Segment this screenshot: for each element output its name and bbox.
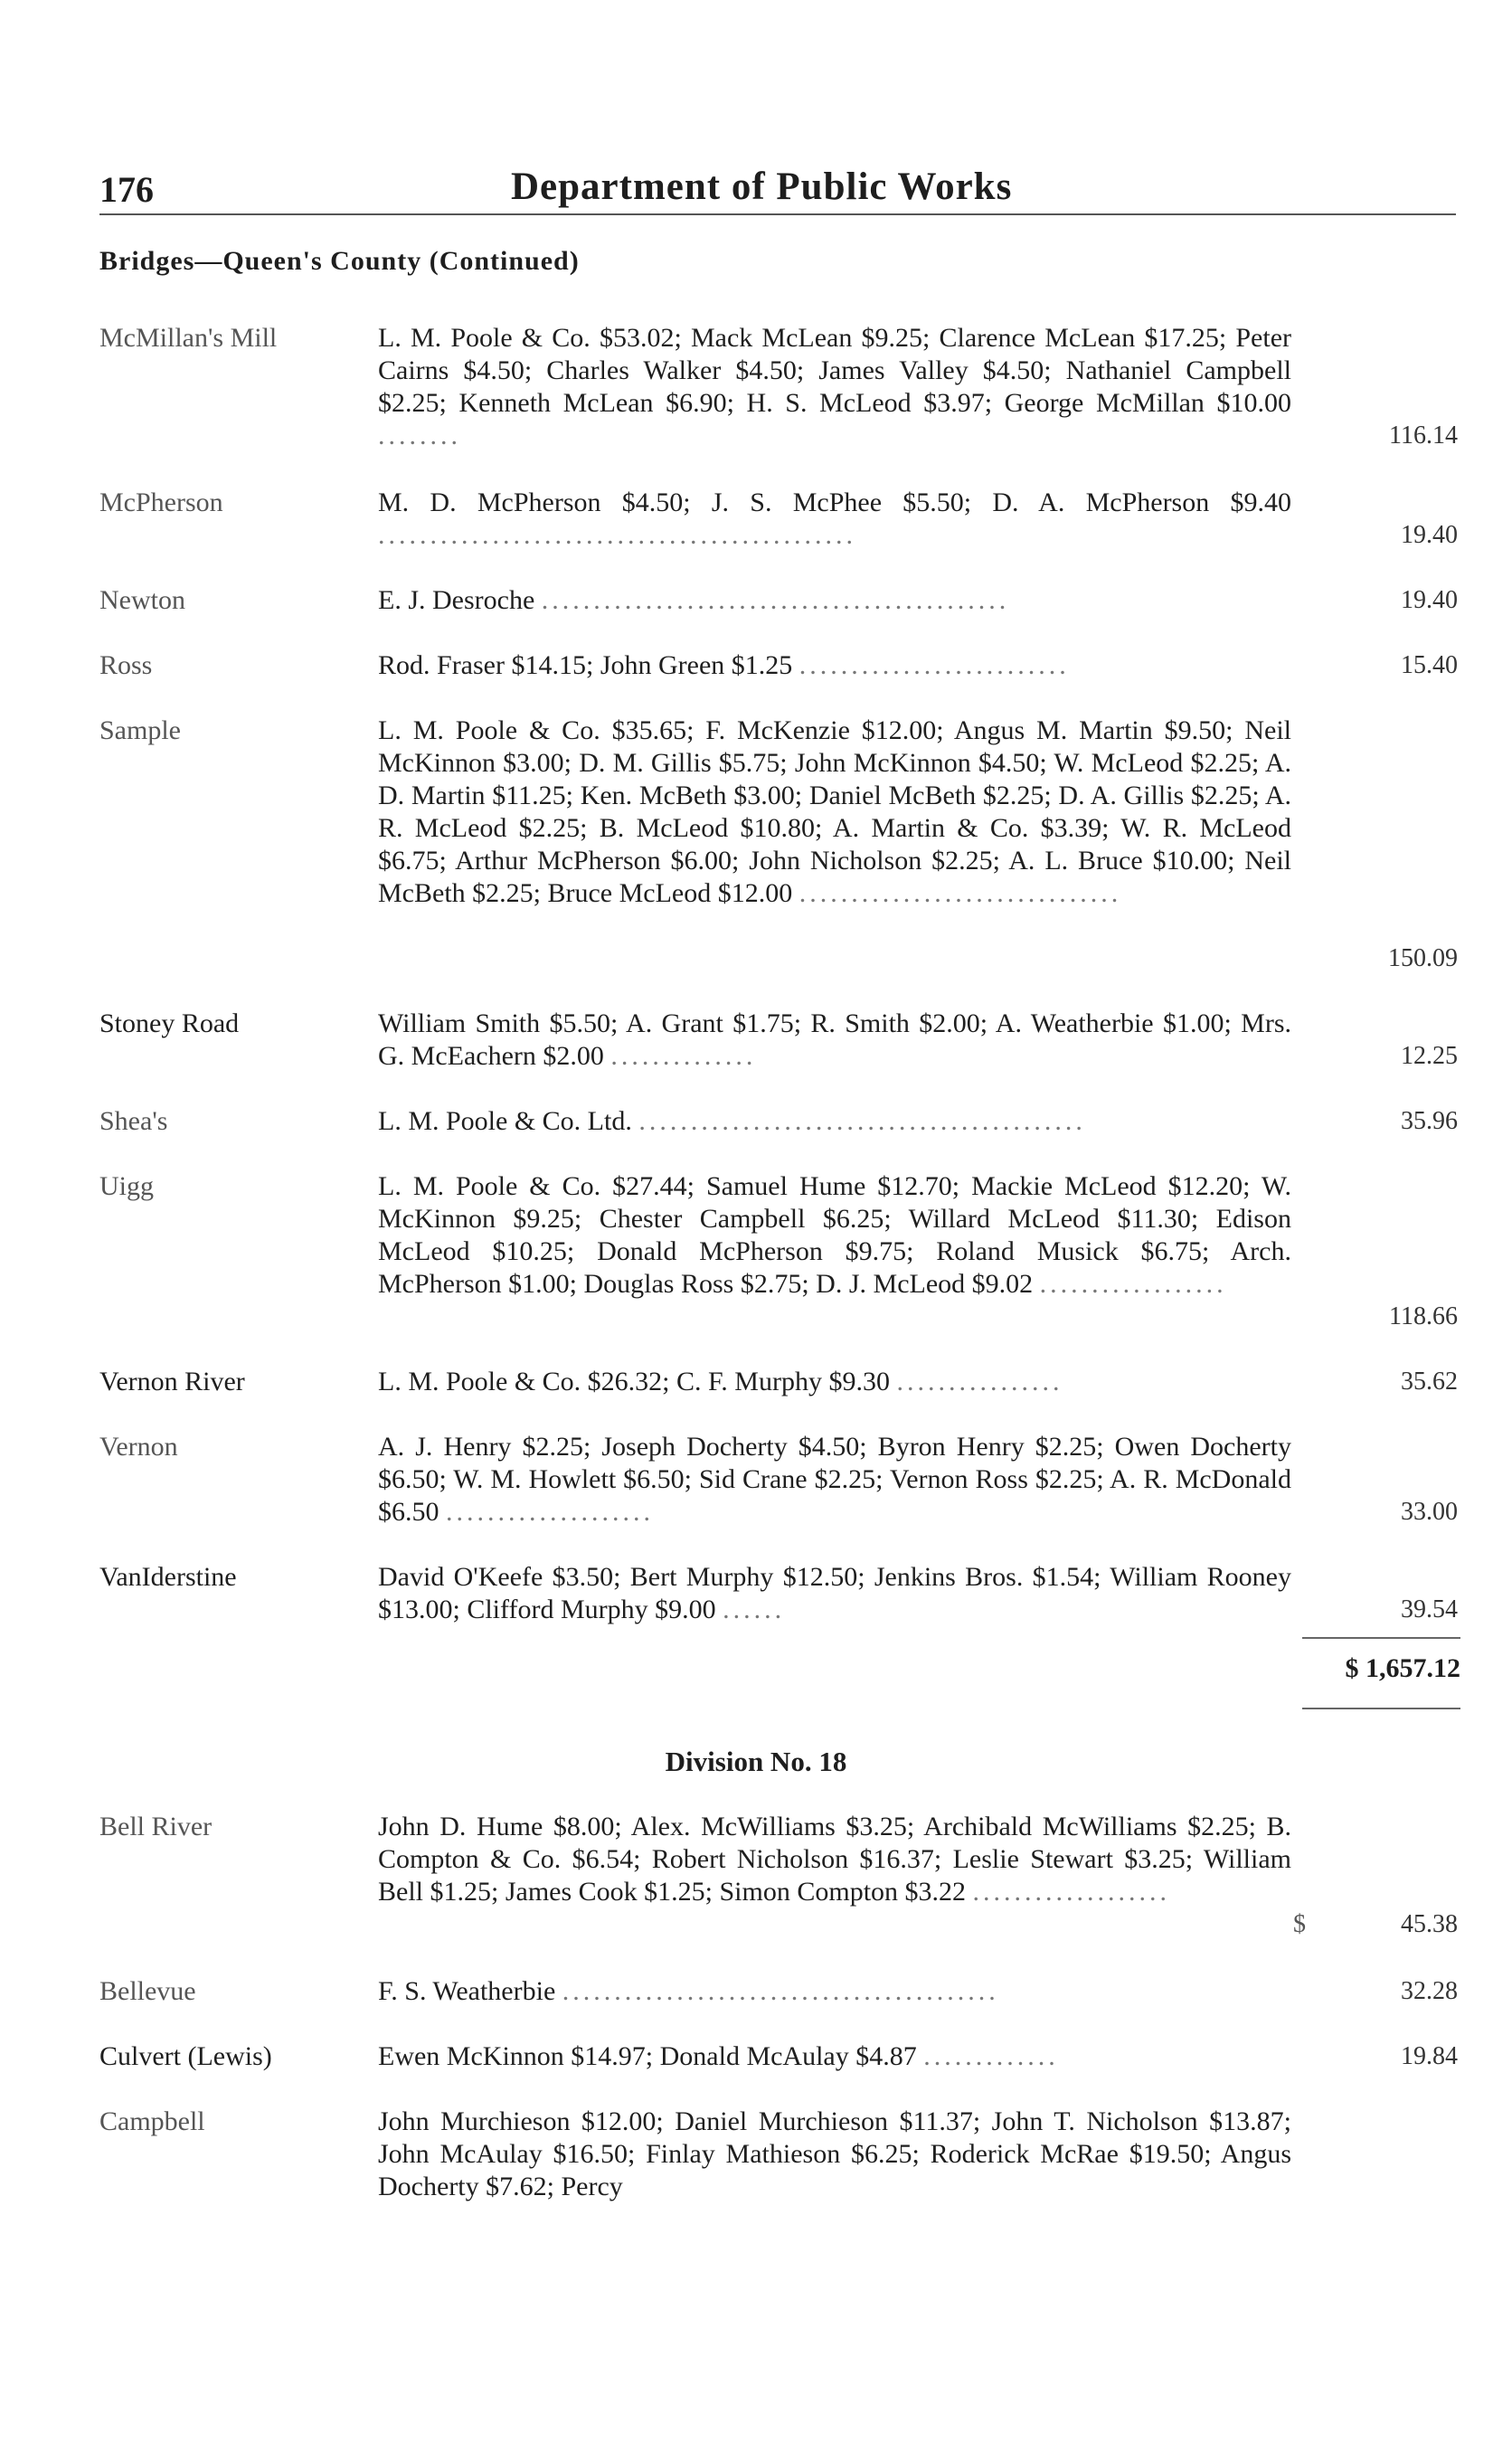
entry-description: M. D. McPherson $4.50; J. S. McPhee $5.50; D. A. McPherson $9.40 .............................................. [378,487,1291,550]
entry-amount: 32.28 [1401,1977,1458,2005]
entry-place: Sample [99,715,181,745]
total-amount: $ 1,657.12 [1345,1653,1460,1683]
entry-amount: 39.54 [1401,1595,1458,1623]
entry-description: A. J. Henry $2.25; Joseph Docherty $4.50; Byron Henry $2.25; Owen Docherty $6.50; W. M. Howlett $6.50; Sid Crane $2.25; Vernon Ross $2.25; A. R. McDonald $6.50 .................... [378,1432,1291,1527]
entry-place: Stoney Road [99,1008,240,1038]
entry-amount: 19.40 [1401,521,1458,549]
entry-place: Ross [99,650,153,680]
entry-place: Vernon River [99,1367,245,1396]
entry-place: Culvert (Lewis) [99,2041,272,2071]
entry-place: McPherson [99,487,223,517]
entry-description: John Murchieson $12.00; Daniel Murchieson $11.37; John T. Nicholson $13.87; John McAulay $16.50; Finlay Mathieson $6.25; Roderick McRae $19.50; Angus Docherty $7.62; Percy [378,2106,1291,2201]
entry-amount: 35.96 [1401,1107,1458,1135]
entry-place: McMillan's Mill [99,323,278,353]
division-heading: Division No. 18 [665,1746,847,1777]
entry-description: L. M. Poole & Co. $26.32; C. F. Murphy $9.30 ................ [378,1367,1063,1396]
entry-amount: 12.25 [1401,1042,1458,1070]
entry-amount: 45.38 [1401,1910,1458,1938]
entry-description: David O'Keefe $3.50; Bert Murphy $12.50; Jenkins Bros. $1.54; William Rooney $13.00; Clifford Murphy $9.00 ...... [378,1562,1291,1624]
entry-amount: 116.14 [1389,421,1458,450]
entry-description: L. M. Poole & Co. $27.44; Samuel Hume $12.70; Mackie McLeod $12.20; W. McKinnon $9.25; Chester Campbell $6.25; Willard McLeod $11.30; Edison McLeod $10.25; Donald McPherson $9.75; Roland Musick $6.75; Arch. McPherson $1.00; Douglas Ross $2.75; D. J. McLeod $9.02 .................. [378,1171,1291,1299]
entry-amount: 33.00 [1401,1498,1458,1526]
entry-amount: 15.40 [1401,651,1458,679]
entry-place: VanIderstine [99,1562,237,1592]
entry-description: F. S. Weatherbie .......................................... [378,1976,999,2006]
county-total [1302,1637,1460,1709]
entry-place: Bellevue [99,1976,196,2006]
entry-amount: 35.62 [1401,1368,1458,1396]
entry-amount: 150.09 [1388,944,1458,972]
entry-description: John D. Hume $8.00; Alex. McWilliams $3.25; Archibald McWilliams $2.25; B. Compton & Co. $6.54; Robert Nicholson $16.37; Leslie Stewart $3.25; William Bell $1.25; James Cook $1.25; Simon Compton $3.22 ................... [378,1812,1291,1907]
entry-place: Bell River [99,1812,213,1841]
entry-description: E. J. Desroche ............................................. [378,585,1010,615]
entry-amount: 19.84 [1401,2042,1458,2070]
dollar-sign: $ [1293,1910,1306,1938]
entry-description: L. M. Poole & Co. Ltd. ........................................... [378,1106,1086,1136]
entry-place: Shea's [99,1106,168,1136]
entry-description: L. M. Poole & Co. $53.02; Mack McLean $9.25; Clarence McLean $17.25; Peter Cairns $4.50; Charles Walker $4.50; James Valley $4.50; Nathaniel Campbell $2.25; Kenneth McLean $6.90; H. S. McLeod $3.97; George McMillan $10.00 ........ [378,323,1291,450]
entry-amount: 118.66 [1389,1302,1458,1330]
section-heading: Bridges—Queen's County (Continued) [99,246,580,276]
entry-amount: 19.40 [1401,586,1458,614]
entry-place: Vernon [99,1432,178,1462]
entry-place: Uigg [99,1171,154,1201]
entry-place: Newton [99,585,185,615]
entry-description: Rod. Fraser $14.15; John Green $1.25 .......................... [378,650,1070,680]
entry-place: Campbell [99,2106,205,2136]
page-number: 176 [99,169,154,210]
entry-description: William Smith $5.50; A. Grant $1.75; R. Smith $2.00; A. Weatherbie $1.00; Mrs. G. McEachern $2.00 .............. [378,1008,1291,1071]
page-header [99,161,1456,215]
entry-description: Ewen McKinnon $14.97; Donald McAulay $4.87 ............. [378,2041,1059,2071]
page-title: Department of Public Works [511,166,1013,208]
entry-description: L. M. Poole & Co. $35.65; F. McKenzie $12.00; Angus M. Martin $9.50; Neil McKinnon $3.00; D. M. Gillis $5.75; John McKinnon $4.50; W. McLeod $2.25; A. D. Martin $11.25; Ken. McBeth $3.00; Daniel McBeth $2.25; D. A. Gillis $2.25; A. R. McLeod $2.25; B. McLeod $10.80; A. Martin & Co. $3.39; W. R. McLeod $6.75; Arthur McPherson $6.00; John Nicholson $2.25; A. L. Bruce $10.00; Neil McBeth $2.25; Bruce McLeod $12.00 ............................... [378,715,1291,908]
